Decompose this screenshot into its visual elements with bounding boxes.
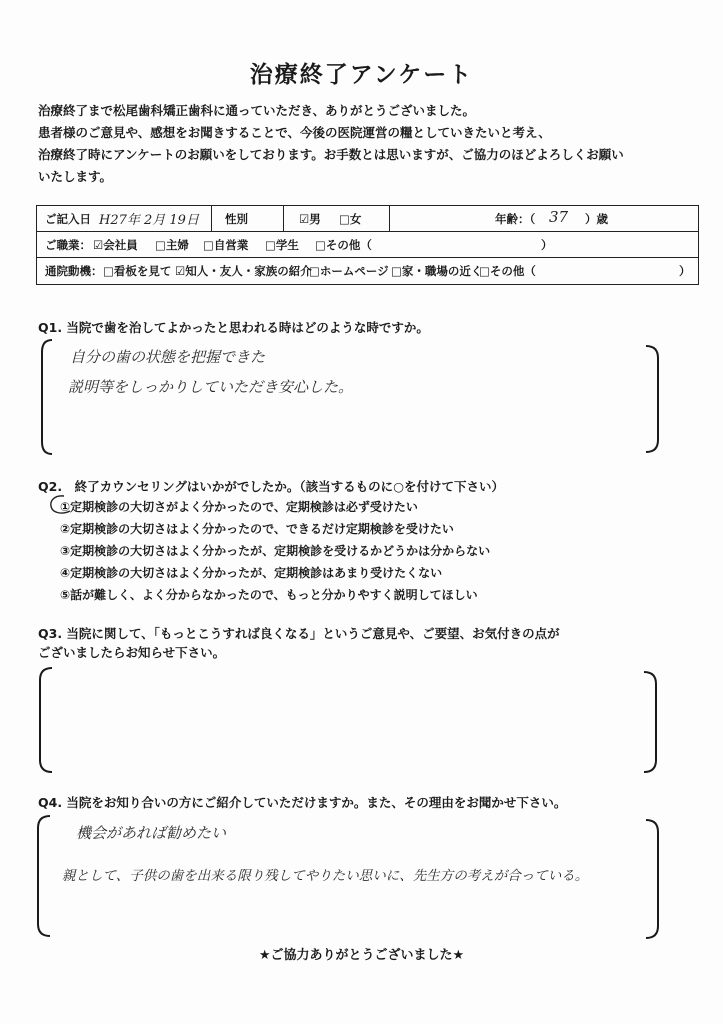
intro-text (38, 100, 698, 188)
q4-answer-line: 機会があれば勧めたい (76, 824, 227, 842)
motive-option-referral[interactable]: ☑知人・友人・家族の紹介 (175, 264, 312, 278)
motive-option-other[interactable]: □その他（ (479, 264, 536, 278)
motive-label: 通院動機： (45, 264, 103, 278)
motive-other-close: ） (679, 264, 691, 278)
info-row-motive (37, 258, 698, 283)
q2-option-2[interactable]: ②定期検診の大切さはよく分かったので、できるだけ定期検診を受けたい (60, 522, 454, 536)
divider (211, 206, 212, 231)
job-label: ご職業： (45, 238, 91, 252)
info-row-job (37, 232, 698, 258)
selected-circle-mark (48, 493, 78, 517)
divider (283, 206, 284, 231)
gender-male-checkbox[interactable]: ☑男 (299, 212, 321, 226)
job-option-other[interactable]: □その他（ (315, 238, 372, 252)
q2-option-3[interactable]: ③定期検診の大切さはよく分かったが、定期検診を受けるかどうかは分からない (60, 544, 491, 558)
job-option-housewife[interactable]: □主婦 (155, 238, 189, 252)
job-option-company[interactable]: ☑会社員 (93, 238, 138, 252)
q4-question: Q4. 当院をお知り合いの方にご紹介していただけますか。また、その理由をお聞かせ下さい。 (38, 795, 567, 810)
gender-female-checkbox[interactable]: □女 (339, 212, 362, 226)
intro-line: 患者様のご意見や、感想をお聞きすることで、今後の医院運営の糧としていきたいと考え、 (38, 125, 551, 140)
q2-option-4[interactable]: ④定期検診の大切さはよく分かったが、定期検診はあまり受けたくない (60, 566, 443, 580)
motive-option-nearby[interactable]: □家・職場の近く (391, 264, 483, 278)
job-option-student[interactable]: □学生 (265, 238, 299, 252)
age-value[interactable]: 37 (549, 208, 569, 226)
q3-answer-box[interactable] (36, 664, 664, 776)
q2-option-1[interactable]: ①定期検診の大切さがよく分かったので、定期検診は必ず受けたい (60, 500, 418, 514)
q2-question: Q2. 終了カウンセリングはいかがでしたか。（該当するものに○を付けて下さい） (38, 479, 504, 494)
info-table (36, 205, 699, 285)
age-suffix: ）歳 (585, 212, 608, 226)
q3-question-line: Q3. 当院に関して、「もっとこうすれば良くなる」というご意見や、ご要望、お気付きの点が (38, 626, 560, 641)
intro-line: 治療終了まで松尾歯科矯正歯科に通っていただき、ありがとうございました。 (38, 103, 476, 118)
bracket-frame (36, 664, 664, 776)
q1-answer-line: 説明等をしっかりしていただき安心した。 (68, 378, 354, 396)
thanks-footer: ★ご協力ありがとうございました★ (258, 948, 465, 963)
q1-answer-line: 自分の歯の状態を把握できた (70, 348, 266, 366)
info-row-date (37, 206, 698, 232)
intro-line: 治療終了時にアンケートのお願いをしております。お手数とは思いますが、ご協力のほどよろしくお願い (38, 147, 624, 162)
q1-question: Q1. 当院で歯を治してよかったと思われる時はどのような時ですか。 (38, 320, 429, 335)
q3-question-line: ございましたらお知らせ下さい。 (38, 645, 226, 660)
q4-answer-line: 親として、子供の歯を出来る限り残してやりたい思いに、先生方の考えが合っている。 (62, 868, 589, 884)
motive-option-signboard[interactable]: □看板を見て (103, 264, 172, 278)
q1-answer-box[interactable] (38, 338, 666, 456)
job-option-self-employed[interactable]: □自営業 (203, 238, 249, 252)
job-other-close: ） (541, 238, 553, 252)
intro-line: いたします。 (38, 169, 113, 184)
date-label: ご記入日 (45, 212, 91, 226)
date-value[interactable]: H27年 2月 19日 (99, 213, 199, 228)
age-label: 年齢：（ (495, 212, 536, 226)
q2-option-5[interactable]: ⑤話が難しく、よく分からなかったので、もっと分かりやすく説明してほしい (60, 588, 478, 602)
motive-option-homepage[interactable]: □ホームページ (309, 264, 389, 278)
q4-answer-box[interactable] (34, 812, 664, 942)
gender-label: 性別 (225, 212, 248, 226)
page-title: 治療終了アンケート (249, 62, 474, 88)
divider (389, 206, 390, 231)
